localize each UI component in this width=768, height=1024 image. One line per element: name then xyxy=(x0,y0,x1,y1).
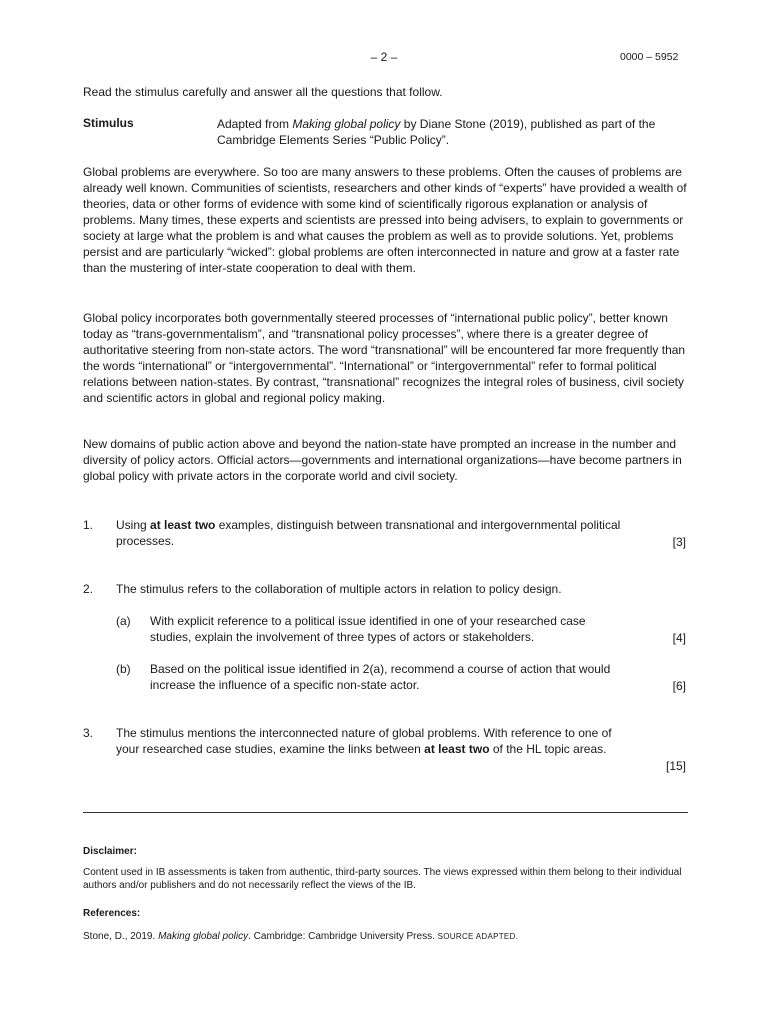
question-2a-marks: [4] xyxy=(672,631,686,645)
question-3-text xyxy=(116,725,636,757)
reference-pre: Stone, D., 2019. xyxy=(83,931,159,942)
stimulus-paragraph-2: Global policy incorporates both governmentally steered processes of “international public policy”, better known today as “trans-governmentalism”, and “transnational policy processes”, where there is a greater degree of authoritative steering from non-state actors. The word “transnational” will be encountered far more frequently than the words “international” or “intergovernmental”. “International” or “intergovernmental” refer to formal political relations between nation-states. By contrast, “transnational” recognizes the integral roles of business, civil society and scientific actors in global and regional policy making. xyxy=(83,311,686,405)
question-3-emphasis: at least two xyxy=(424,742,490,756)
question-2a-letter: (a) xyxy=(116,614,131,628)
stimulus-source-title: Making global policy xyxy=(292,117,401,131)
question-3-marks: [15] xyxy=(665,759,686,773)
reference-entry xyxy=(83,930,688,943)
stimulus-paragraph-3: New domains of public action above and beyond the nation-state have prompted an increase in the number and diversity of policy actors. Official actors—governments and international organizations—have become partners in global policy with private actors in the corporate world and civil society. xyxy=(83,437,682,483)
disclaimer-heading: Disclaimer: xyxy=(83,846,137,857)
paper-code: 0000 – 5952 xyxy=(620,51,679,63)
stimulus-label: Stimulus xyxy=(83,116,134,130)
stimulus-paragraph-1: Global problems are everywhere. So too are many answers to these problems. Often the causes of problems are already well known. Communities of scientists, researchers and other kinds of “experts” have provided a wealth of theories, data or other forms of evidence with some kind of scientifically rigorous explanation or analysis of problems. Many times, these experts and scientists are pressed into being advisers, to explain to governments or society at large what the problem is and what causes the problem as well as to provide solutions. Yet, problems persist and are particularly “wicked”: global problems are often interconnected in nature and grow at a faster rate than the mustering of inter-state cooperation to deal with them. xyxy=(83,165,687,275)
footer-divider xyxy=(83,812,688,813)
stimulus-source xyxy=(217,116,687,148)
question-1-number: 1. xyxy=(83,518,94,532)
question-2-text: The stimulus refers to the collaboration of multiple actors in relation to policy design. xyxy=(116,582,562,596)
stimulus-source-pre: Adapted from xyxy=(217,117,293,131)
question-1-pre: Using xyxy=(116,518,151,532)
question-2-number: 2. xyxy=(83,582,94,596)
question-2b-letter: (b) xyxy=(116,662,131,676)
reference-note: SOURCE ADAPTED. xyxy=(437,932,519,941)
question-3-pre: The stimulus mentions the interconnected nature of global problems. With reference to one of your researched case studies, examine the links between xyxy=(116,726,612,756)
stimulus-source-post: by Diane Stone (2019), published as part of the Cambridge Elements Series “Public Policy”. xyxy=(217,117,656,147)
reference-post: . Cambridge: Cambridge University Press. xyxy=(248,931,438,942)
question-1-emphasis: at least two xyxy=(150,518,216,532)
question-1-text xyxy=(116,517,636,549)
question-1-post: examples, distinguish between transnational and intergovernmental political processes. xyxy=(116,518,621,548)
reference-title: Making global policy xyxy=(158,931,249,942)
instruction: Read the stimulus carefully and answer all the questions that follow. xyxy=(83,85,443,99)
question-3-post: of the HL topic areas. xyxy=(489,742,607,756)
page-number: – 2 – xyxy=(370,50,398,64)
question-2b-text: Based on the political issue identified in 2(a), recommend a course of action that would increase the influence of a specific non-state actor. xyxy=(150,662,611,692)
question-2a-text: With explicit reference to a political issue identified in one of your researched case studies, explain the involvement of three types of actors or stakeholders. xyxy=(150,614,586,644)
question-2b-marks: [6] xyxy=(672,679,686,693)
question-3-number: 3. xyxy=(83,726,94,740)
references-heading: References: xyxy=(83,908,141,919)
question-1-marks: [3] xyxy=(672,535,686,549)
disclaimer-text: Content used in IB assessments is taken from authentic, third-party sources. The views expressed within them belong to their individual authors and/or publishers and do not necessarily reflect the views of the IB. xyxy=(83,867,682,891)
